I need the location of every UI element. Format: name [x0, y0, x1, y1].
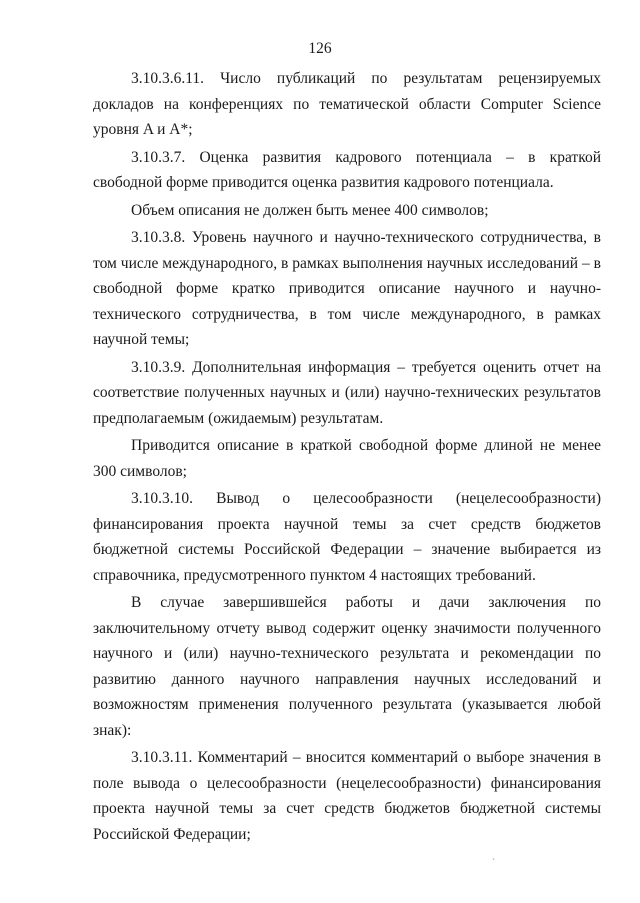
stray-pen-mark: ˏ	[492, 850, 495, 860]
paragraph-description-length-400: Объем описания не должен быть менее 400 символов;	[131, 201, 489, 219]
paragraph-3-10-3-10: 3.10.3.10. Вывод о целесообразности (нецелесообразности) финансирования проекта научной темы за счет средств бюджетов бюджетной системы Российской Федерации – значение выбирается из справочника, предусмотренного пунктом 4 настоящих требований.	[93, 490, 601, 584]
paragraph-3-10-3-11: 3.10.3.11. Комментарий – вносится комментарий о выборе значения в поле вывода о целесообразности (нецелесообразности) финансирования проекта научной темы за счет средств бюджетов бюджетной системы Российской Федерации;	[93, 749, 601, 843]
paragraph-description-length-300: Приводится описание в краткой свободной форме длиной не менее 300 символов;	[93, 437, 601, 480]
paragraph-3-10-3-7: 3.10.3.7. Оценка развития кадрового потенциала – в краткой свободной форме приводится оценка развития кадрового потенциала.	[93, 148, 601, 191]
paragraph-3-10-3-6-11: 3.10.3.6.11. Число публикаций по результатам рецензируемых докладов на конференциях по тематической области Computer Science уровня A и A*;	[93, 70, 601, 138]
page-number: 126	[308, 40, 332, 57]
paragraph-3-10-3-9: 3.10.3.9. Дополнительная информация – требуется оценить отчет на соответствие полученных научных и (или) научно-технических результатов предполагаемым (ожидаемым) результатам.	[93, 358, 601, 427]
paragraph-3-10-3-8: 3.10.3.8. Уровень научного и научно-технического сотрудничества, в том числе международного, в рамках выполнения научных исследований – в свободной форме кратко приводится описание научного и научно-технического сотрудничества, в том числе международного, в рамках научной темы;	[93, 229, 601, 348]
paragraph-final-report-conclusion: В случае завершившейся работы и дачи заключения по заключительному отчету вывод содержит оценку значимости полученного научного и (или) научно-технического результата и рекомендации по развитию данного научного направления научных исследований и возможностям применения полученного результата (указывается любой знак):	[93, 594, 601, 739]
document-body	[93, 66, 601, 847]
